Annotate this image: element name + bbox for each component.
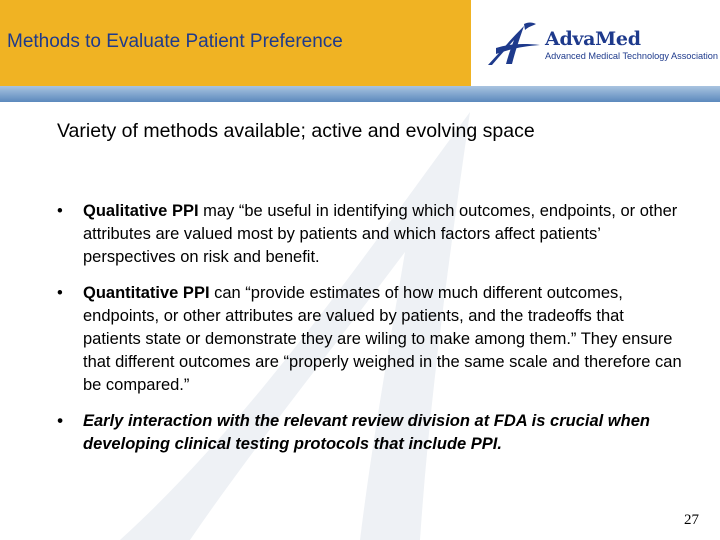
logo-tagline: Advanced Medical Technology Association (545, 51, 718, 61)
advamed-logo-icon (486, 18, 542, 70)
slide-title: Methods to Evaluate Patient Preference (7, 31, 343, 52)
bullet-term: Quantitative PPI (83, 284, 210, 302)
slide-subtitle: Variety of methods available; active and evolving space (57, 120, 535, 142)
logo-name: AdvaMed (545, 28, 641, 50)
bullet-text: may “be useful in identifying which outcomes, endpoints, or other attributes are valued most by patients and which factors affect patients’ perspectives on risk and benefit. (83, 202, 678, 266)
bullet-marker: • (57, 412, 63, 430)
bullet-quantitative (57, 282, 682, 397)
bullet-term: Qualitative PPI (83, 202, 199, 220)
bullet-text: can “provide estimates of how much different outcomes, endpoints, or other attributes are valued by patients, and the tradeoffs that patients state or demonstrate they are wiling to make among them.” They ensure that different outcomes are “properly weighed in the same scale and therefore can be compared.” (83, 284, 682, 394)
header-accent-bar (0, 86, 720, 102)
bullet-qualitative (57, 200, 682, 269)
bullet-early-interaction (57, 410, 682, 456)
bullet-text: Early interaction with the relevant review division at FDA is crucial when developing clinical testing protocols that include PPI. (83, 412, 650, 453)
bullet-marker: • (57, 284, 63, 302)
bullet-marker: • (57, 202, 63, 220)
bullet-list (57, 200, 682, 469)
page-number: 27 (684, 512, 699, 528)
